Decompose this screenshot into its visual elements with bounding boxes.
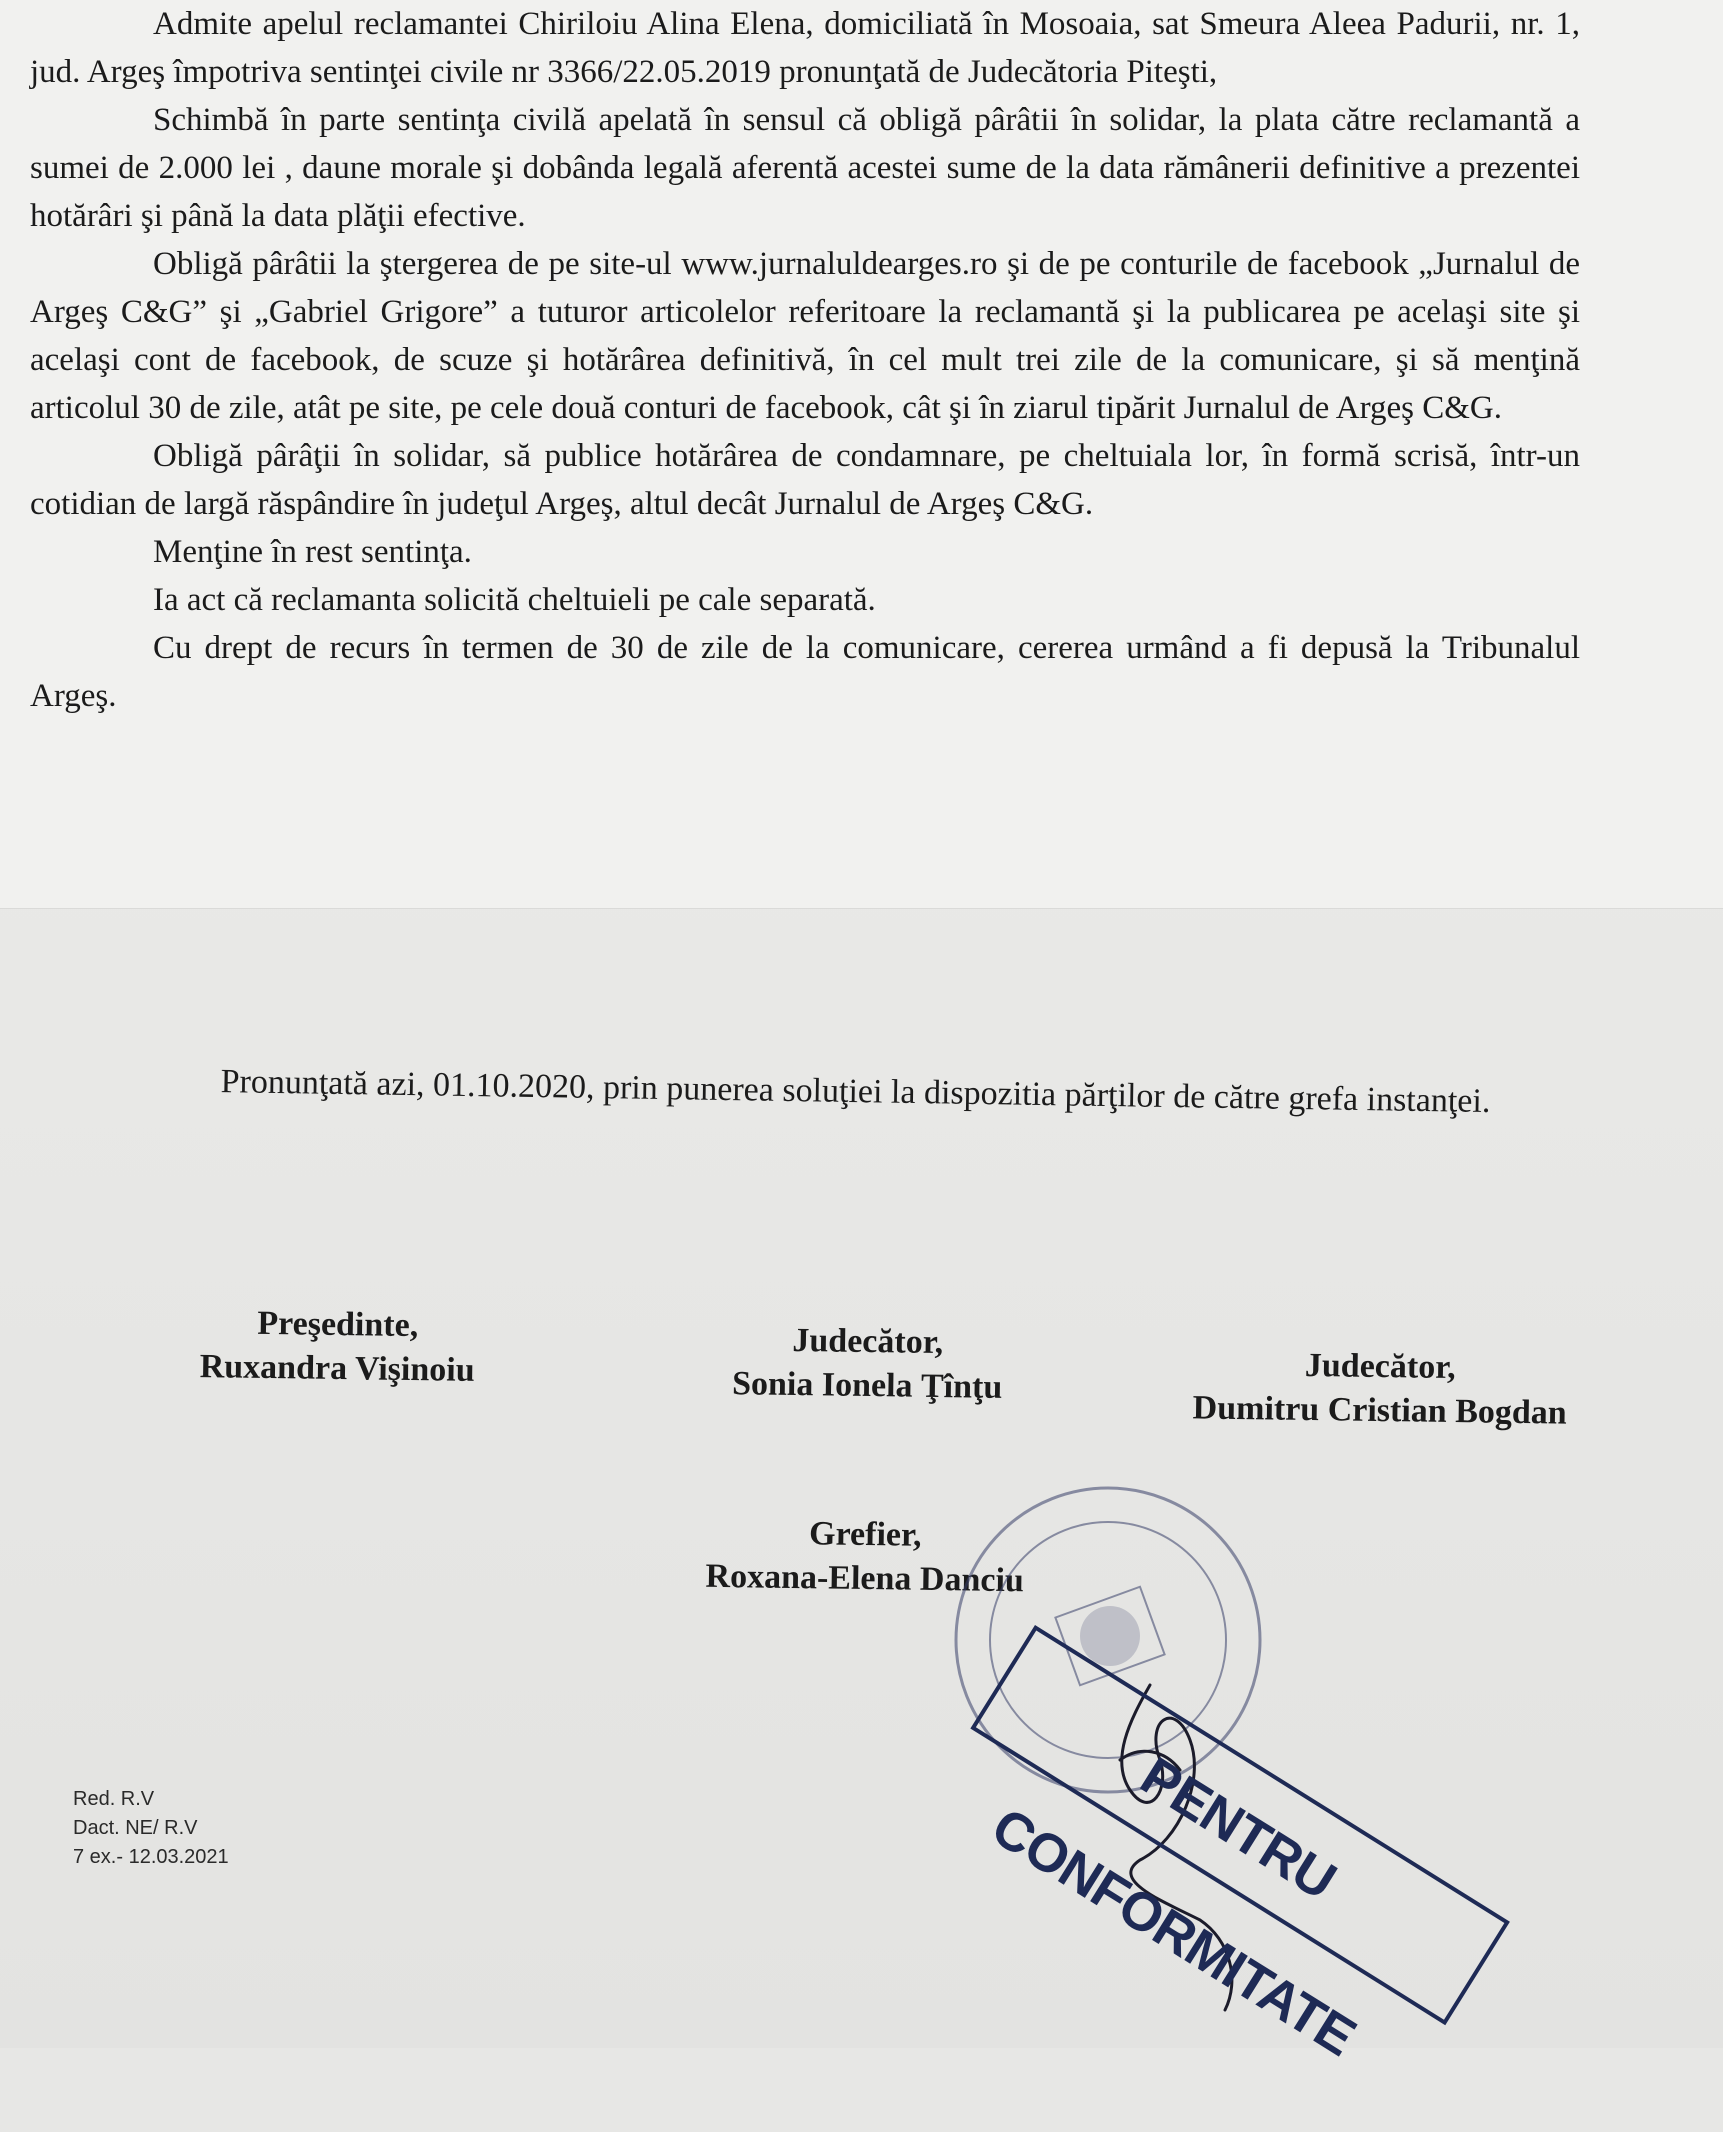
pronuntata-text: Pronunţată azi, 01.10.2020, prin punerea soluţiei la dispozitia părţilor de către grefa instanţei. bbox=[220, 1063, 1491, 1121]
pronuntata-statement bbox=[87, 1058, 1652, 1127]
upper-sheet bbox=[0, 0, 1723, 909]
paragraph-schimba: Schimbă în parte sentinţa civilă apelată în sensul că obligă pârâtii în solidar, la plata către reclamantă a sumei de 2.000 lei , daune morale şi dobânda legală aferentă acestei sume de la data rămânerii definitive a prezentei hotărâri şi până la data plăţii efective. bbox=[30, 102, 1580, 234]
paragraph-admite: Admite apelul reclamantei Chiriloiu Alina Elena, domiciliată în Mosoaia, sat Smeura Aleea Padurii, nr. 1, jud. Argeş împotriva sentinţei civile nr 3366/22.05.2019 pronunţată de Judecătoria Piteşti, bbox=[30, 6, 1580, 90]
presedinte-role: Preşedinte, bbox=[257, 1304, 419, 1345]
pentru-conformitate-stamp bbox=[970, 1625, 1510, 2068]
paragraph-mentine: Menţine în rest sentinţa. bbox=[153, 534, 472, 570]
judecator-2-name: Dumitru Cristian Bogdan bbox=[1192, 1389, 1567, 1432]
judecator-2-role: Judecător, bbox=[1304, 1346, 1456, 1387]
judecator-1-role: Judecător, bbox=[792, 1321, 944, 1362]
signature-judecator-1 bbox=[699, 1318, 1035, 1411]
footnote-red: Red. R.V bbox=[73, 1788, 155, 1810]
stamp-text: PENTRU CONFORMITATE bbox=[981, 1745, 1366, 2068]
paragraph-recurs: Cu drept de recurs în termen de 30 de zile de la comunicare, cererea urmând a fi depusă la Tribunalul Argeş. bbox=[30, 630, 1580, 714]
footnote-ex: 7 ex.- 12.03.2021 bbox=[73, 1846, 229, 1868]
paragraph-obliga-publicare: Obligă pârâţii în solidar, să publice hotărârea de condamnare, pe cheltuiala lor, în formă scrisă, într-un cotidian de largă răspândire în judeţul Argeş, altul decât Jurnalul de Argeş C&G. bbox=[30, 438, 1580, 522]
grefier-name: Roxana-Elena Danciu bbox=[705, 1557, 1025, 1600]
footnote-block bbox=[73, 1785, 229, 1872]
decision-text bbox=[30, 0, 1580, 720]
footnote-dact: Dact. NE/ R.V bbox=[73, 1817, 198, 1839]
paragraph-ia-act: Ia act că reclamanta solicită cheltuieli pe cale separată. bbox=[153, 582, 876, 618]
signature-grefier bbox=[664, 1510, 1065, 1604]
presedinte-name: Ruxandra Vişinoiu bbox=[199, 1348, 475, 1389]
paragraph-obliga-stergere: Obligă pârâtii la ştergerea de pe site-ul www.jurnaluldearges.ro şi de pe conturile de facebook „Jurnalul de Argeş C&G” şi „Gabriel Grigore” a tuturor articolelor referitoare la reclamantă şi la publicarea pe acelaşi site şi acelaşi cont de facebook, de scuze şi hotărârea definitivă, în cel mult trei zile de la comunicare, şi să menţină articolul 30 de zile, atât pe site, pe cele două conturi de facebook, cât şi în ziarul tipărit Jurnalul de Argeş C&G. bbox=[30, 246, 1580, 426]
signature-presedinte bbox=[164, 1301, 510, 1394]
grefier-role: Grefier, bbox=[808, 1515, 922, 1554]
judecator-1-name: Sonia Ionela Ţînţu bbox=[731, 1365, 1003, 1406]
signature-judecator-2 bbox=[1159, 1342, 1600, 1436]
